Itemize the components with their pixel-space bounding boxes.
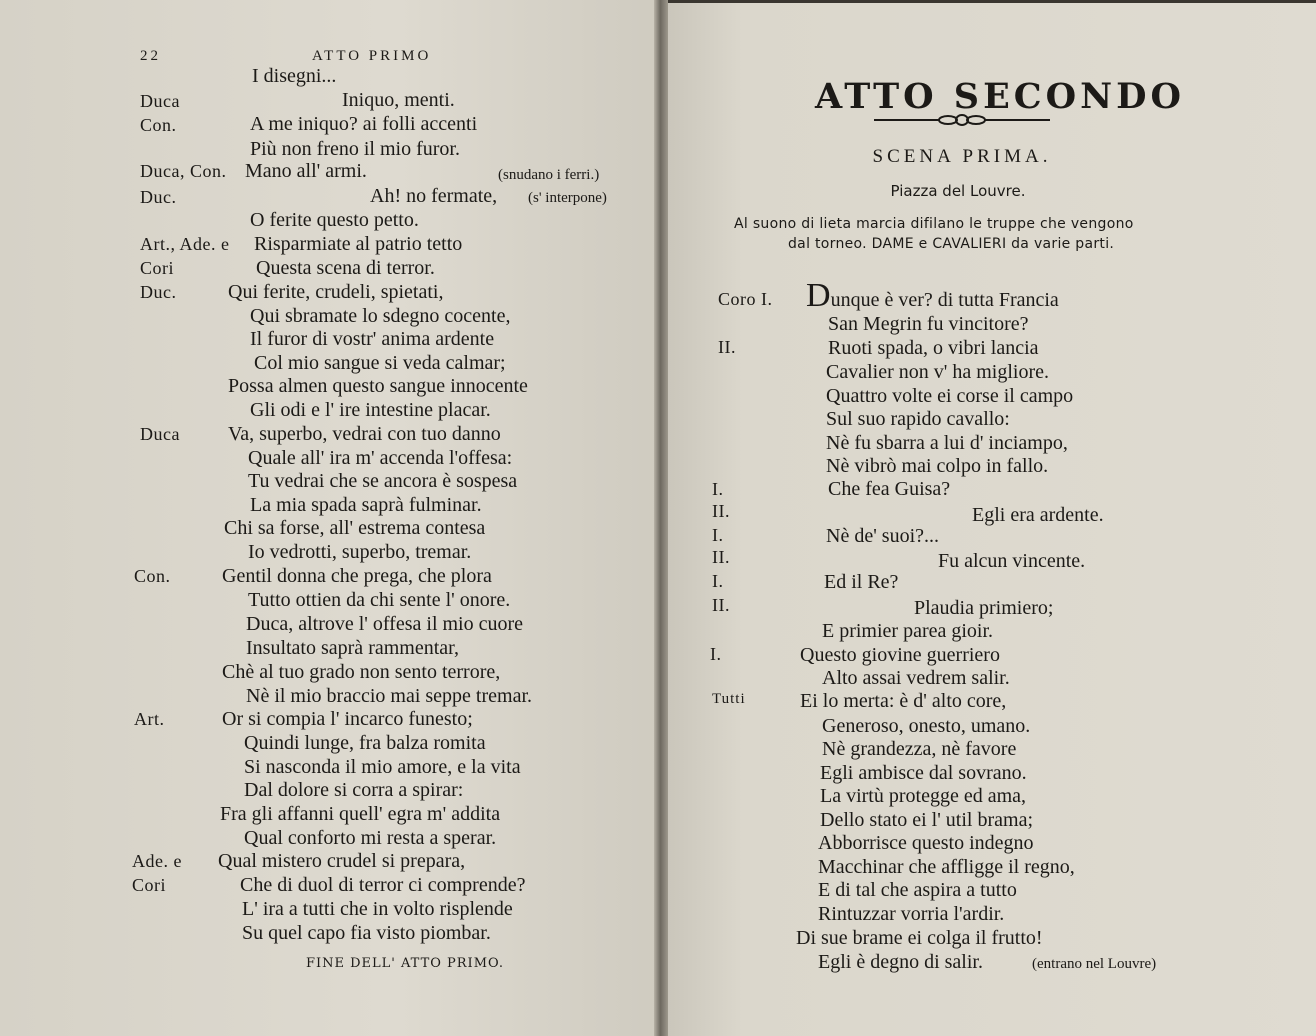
speaker-label: Ade. e (132, 851, 182, 871)
verse-line: unque è ver? di tutta Francia (830, 289, 1059, 311)
verse-line-first (806, 277, 1059, 314)
verse-line: Chè al tuo grado non sento terrore, (222, 661, 501, 683)
verse-line: Quale all' ira m' accenda l'offesa: (248, 447, 513, 469)
verse-line: La virtù protegge ed ama, (820, 785, 1027, 807)
speaker-label: Duc. (140, 282, 177, 302)
verse-line: Il furor di vostr' anima ardente (250, 328, 495, 350)
verse-line: Mano all' armi. (245, 160, 367, 182)
running-head: ATTO PRIMO (312, 48, 432, 64)
verse-line: Insultato saprà rammentar, (246, 637, 460, 659)
verse-line: Va, superbo, vedrai con tuo danno (228, 423, 501, 445)
verse-line: Macchinar che affligge il regno, (818, 856, 1075, 878)
verse-line: A me iniquo? ai folli accenti (250, 113, 478, 135)
stage-direction: (entrano nel Louvre) (1032, 956, 1157, 972)
verse-line: Nè il mio braccio mai seppe tremar. (246, 685, 533, 707)
speaker-label: II. (718, 337, 736, 357)
speaker-label: II. (712, 547, 730, 567)
verse-line: Alto assai vedrem salir. (822, 667, 1010, 689)
verse-line: Iniquo, menti. (342, 89, 455, 111)
speaker-label: II. (712, 501, 730, 521)
verse-line: Quattro volte ei corse il campo (826, 385, 1074, 407)
verse-line: Questo giovine guerriero (800, 644, 1000, 666)
verse-line: Qual conforto mi resta a sperar. (244, 827, 497, 849)
speaker-label: Art., Ade. e (140, 234, 230, 254)
verse-line: Questa scena di terror. (256, 257, 435, 279)
verse-line: L' ira a tutti che in volto risplende (242, 898, 513, 920)
speaker-label: Duc. (140, 187, 177, 207)
verse-line: Or si compia l' incarco funesto; (222, 708, 473, 730)
page-number: 22 (140, 48, 161, 64)
verse-line: La mia spada saprà fulminar. (250, 494, 482, 516)
verse-line: Egli è degno di salir. (818, 951, 983, 973)
verse-line: O ferite questo petto. (250, 209, 419, 231)
verse-line: Ed il Re? (824, 571, 899, 593)
verse-line: Possa almen questo sangue innocente (228, 375, 528, 397)
verse-line: Abborrisce questo indegno (818, 832, 1034, 854)
verse-line: Tutto ottien da chi sente l' onore. (248, 589, 511, 611)
drop-cap: D (806, 277, 831, 314)
verse-line: Nè vibrò mai colpo in fallo. (826, 455, 1049, 477)
speaker-label: Cori (140, 258, 175, 278)
scene-place: Piazza del Louvre. (890, 182, 1026, 200)
verse-line: Gli odi e l' ire intestine placar. (250, 399, 491, 421)
verse-line: Nè grandezza, nè favore (822, 738, 1017, 760)
verse-line: Dal dolore si corra a spirar: (244, 779, 464, 801)
verse-line: Tu vedrai che se ancora è sospesa (248, 470, 518, 492)
verse-line: Ruoti spada, o vibri lancia (828, 337, 1039, 359)
verse-line: Plaudia primiero; (914, 597, 1054, 619)
verse-line: Duca, altrove l' offesa il mio cuore (246, 613, 524, 635)
verse-line: Qui sbramate lo sdegno cocente, (250, 305, 511, 327)
act-title: ATTO SECONDO (815, 76, 1185, 117)
act-end-footer: FINE DELL' ATTO PRIMO. (305, 956, 505, 971)
ornament-divider-icon (874, 110, 1050, 130)
verse-line: Ah! no fermate, (370, 185, 498, 207)
scene-heading: SCENA PRIMA. (872, 146, 1052, 167)
speaker-label: Art. (134, 709, 165, 729)
stage-direction: (s' interpone) (528, 190, 607, 206)
verse-line: Col mio sangue si veda calmar; (254, 352, 506, 374)
speaker-label: Con. (140, 115, 177, 135)
speaker-label: Duca, Con. (140, 161, 227, 181)
speaker-label: I. (710, 644, 722, 664)
verse-line: Qual mistero crudel si prepara, (218, 850, 466, 872)
verse-line: Cavalier non v' ha migliore. (826, 361, 1049, 383)
verse-line: Dello stato ei l' util brama; (820, 809, 1033, 831)
verse-line: Fu alcun vincente. (938, 550, 1086, 572)
speaker-label: Duca (140, 424, 180, 444)
verse-line: Gentil donna che prega, che plora (222, 565, 492, 587)
verse-line: Risparmiate al patrio tetto (254, 233, 463, 255)
verse-line: Qui ferite, crudeli, spietati, (228, 281, 444, 303)
speaker-label: Tutti (712, 691, 746, 707)
verse-line: Egli era ardente. (972, 504, 1104, 526)
verse-line: Egli ambisce dal sovrano. (820, 762, 1027, 784)
verse-line: Nè de' suoi?... (826, 525, 940, 547)
speaker-label: Duca (140, 91, 180, 111)
verse-line: Chi sa forse, all' estrema contesa (224, 517, 486, 539)
verse-line: Nè fu sbarra a lui d' inciampo, (826, 432, 1068, 454)
verse-line: Rintuzzar vorria l'ardir. (818, 903, 1005, 925)
speaker-label: Coro I. (718, 289, 773, 309)
stage-direction-line: Al suono di lieta marcia difilano le truppe che vengono (734, 216, 1134, 232)
verse-line: Ei lo merta: è d' alto core, (800, 690, 1007, 712)
verse-line: Si nasconda il mio amore, e la vita (244, 756, 521, 778)
stage-direction-line: dal torneo. DAME e CAVALIERI da varie parti. (788, 236, 1115, 252)
speaker-label: I. (712, 525, 724, 545)
verse-line: E di tal che aspira a tutto (818, 879, 1017, 901)
verse-line: Quindi lunge, fra balza romita (244, 732, 486, 754)
speaker-label: I. (712, 571, 724, 591)
stage-direction: (snudano i ferri.) (498, 167, 600, 183)
speaker-label: II. (712, 595, 730, 615)
verse-line: San Megrin fu vincitore? (828, 313, 1029, 335)
verse-line: Di sue brame ei colga il frutto! (796, 927, 1043, 949)
verse-line: Che fea Guisa? (828, 478, 951, 500)
verse-line: Fra gli affanni quell' egra m' addita (220, 803, 501, 825)
verse-line: Sul suo rapido cavallo: (826, 408, 1010, 430)
verse-line: Che di duol di terror ci comprende? (240, 874, 526, 896)
verse-line: Su quel capo fia visto piombar. (242, 922, 491, 944)
verse-line: Io vedrotti, superbo, tremar. (248, 541, 472, 563)
speaker-label: Con. (134, 566, 171, 586)
verse-line: E primier parea gioir. (822, 620, 994, 642)
speaker-label: Cori (132, 875, 167, 895)
verse-line: Generoso, onesto, umano. (822, 715, 1031, 737)
speaker-label: I. (712, 479, 724, 499)
verse-line: Più non freno il mio furor. (250, 138, 460, 160)
verse-line: I disegni... (252, 65, 337, 87)
